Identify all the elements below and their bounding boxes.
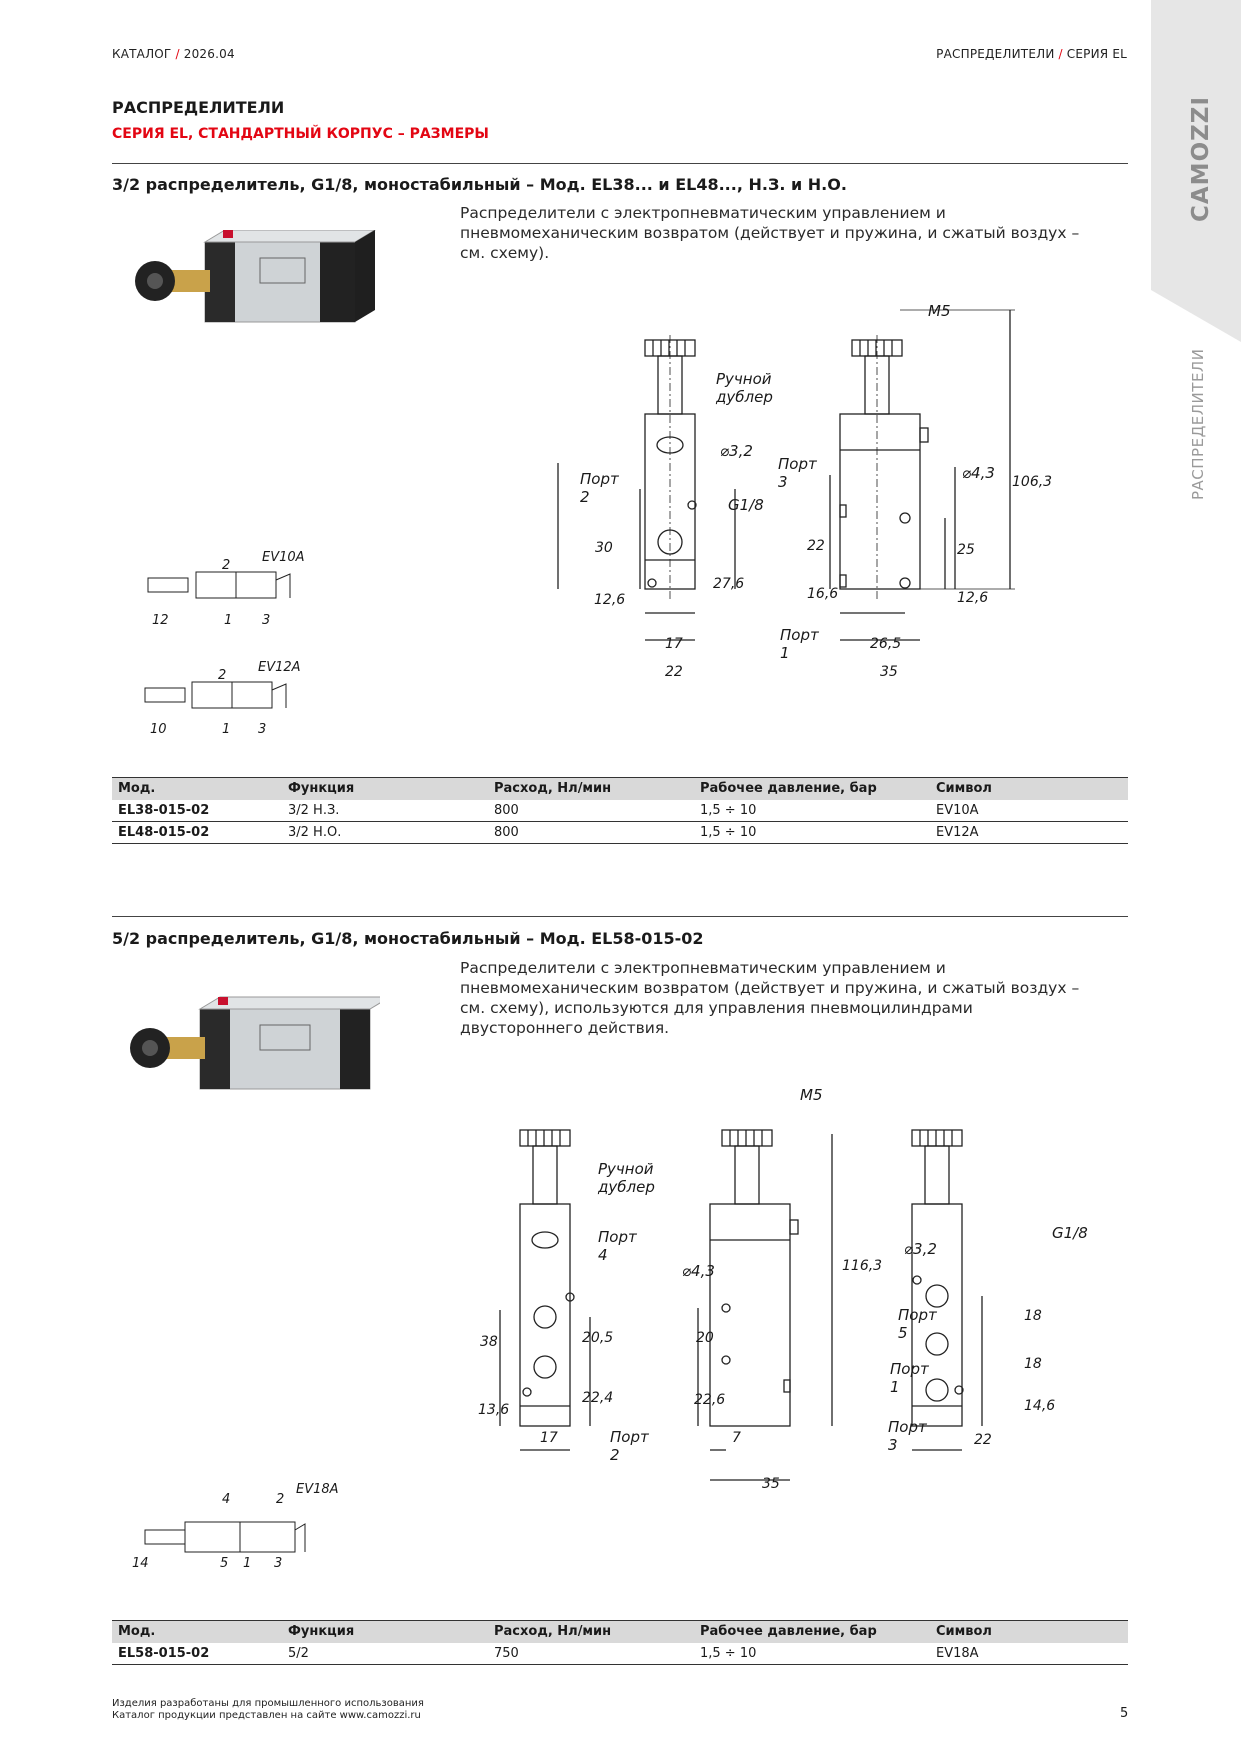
symbol-ev18a — [140, 1500, 310, 1560]
valve-photo-2 — [120, 995, 380, 1115]
section1-description: Распределители с электропневматическим управлением и пневмомеханическим возвратом (действует и пружина, и сжатый воздух – см. схему). — [460, 204, 1080, 262]
symbol-name-ev18a: EV18A — [296, 1482, 339, 1497]
side-label: РАСПРЕДЕЛИТЕЛИ — [1189, 348, 1207, 500]
divider — [112, 163, 1128, 164]
valve-photo-1 — [120, 230, 380, 350]
specs-table-2 — [112, 1620, 1128, 1665]
page-number: 5 — [1120, 1706, 1129, 1721]
brand-logo: CAMOZZI — [1188, 95, 1214, 222]
side-band — [1151, 0, 1241, 1754]
section1-title: 3/2 распределитель, G1/8, моностабильный – Мод. EL38... и EL48..., Н.З. и Н.О. — [112, 175, 847, 194]
table-row: EL38-015-02 3/2 Н.З. 800 1,5 ÷ 10 EV10A — [112, 800, 1128, 822]
dimension-drawing-2 — [470, 1110, 1070, 1530]
divider — [112, 916, 1128, 917]
symbol-name-ev10a: EV10A — [262, 550, 305, 565]
section2-description: Распределители с электропневматическим управлением и пневмомеханическим возвратом (действует и пружина, и сжатый воздух – см. схему), используются для управления пневмоцилиндрами двустороннего действия. — [460, 959, 1080, 1037]
catalog-header: КАТАЛОГ / 2026.04 — [112, 47, 235, 61]
table-header: Мод. Функция Расход, Нл/мин Рабочее давление, бар Символ — [112, 1621, 1128, 1643]
footer-note: Изделия разработаны для промышленного использования Каталог продукции представлен на сайте www.camozzi.ru — [112, 1698, 424, 1721]
table-row: EL58-015-02 5/2 750 1,5 ÷ 10 EV18A — [112, 1643, 1128, 1665]
symbol-name-ev12a: EV12A — [258, 660, 301, 675]
table-row: EL48-015-02 3/2 Н.О. 800 1,5 ÷ 10 EV12A — [112, 822, 1128, 844]
page-title: РАСПРЕДЕЛИТЕЛИ — [112, 98, 285, 117]
section-header: РАСПРЕДЕЛИТЕЛИ / СЕРИЯ EL — [936, 47, 1127, 61]
page-subtitle: СЕРИЯ EL, СТАНДАРТНЫЙ КОРПУС – РАЗМЕРЫ — [112, 126, 489, 142]
section2-title: 5/2 распределитель, G1/8, моностабильный – Мод. EL58-015-02 — [112, 929, 704, 948]
specs-table-1 — [112, 777, 1128, 844]
table-header: Мод. Функция Расход, Нл/мин Рабочее давление, бар Символ — [112, 778, 1128, 800]
